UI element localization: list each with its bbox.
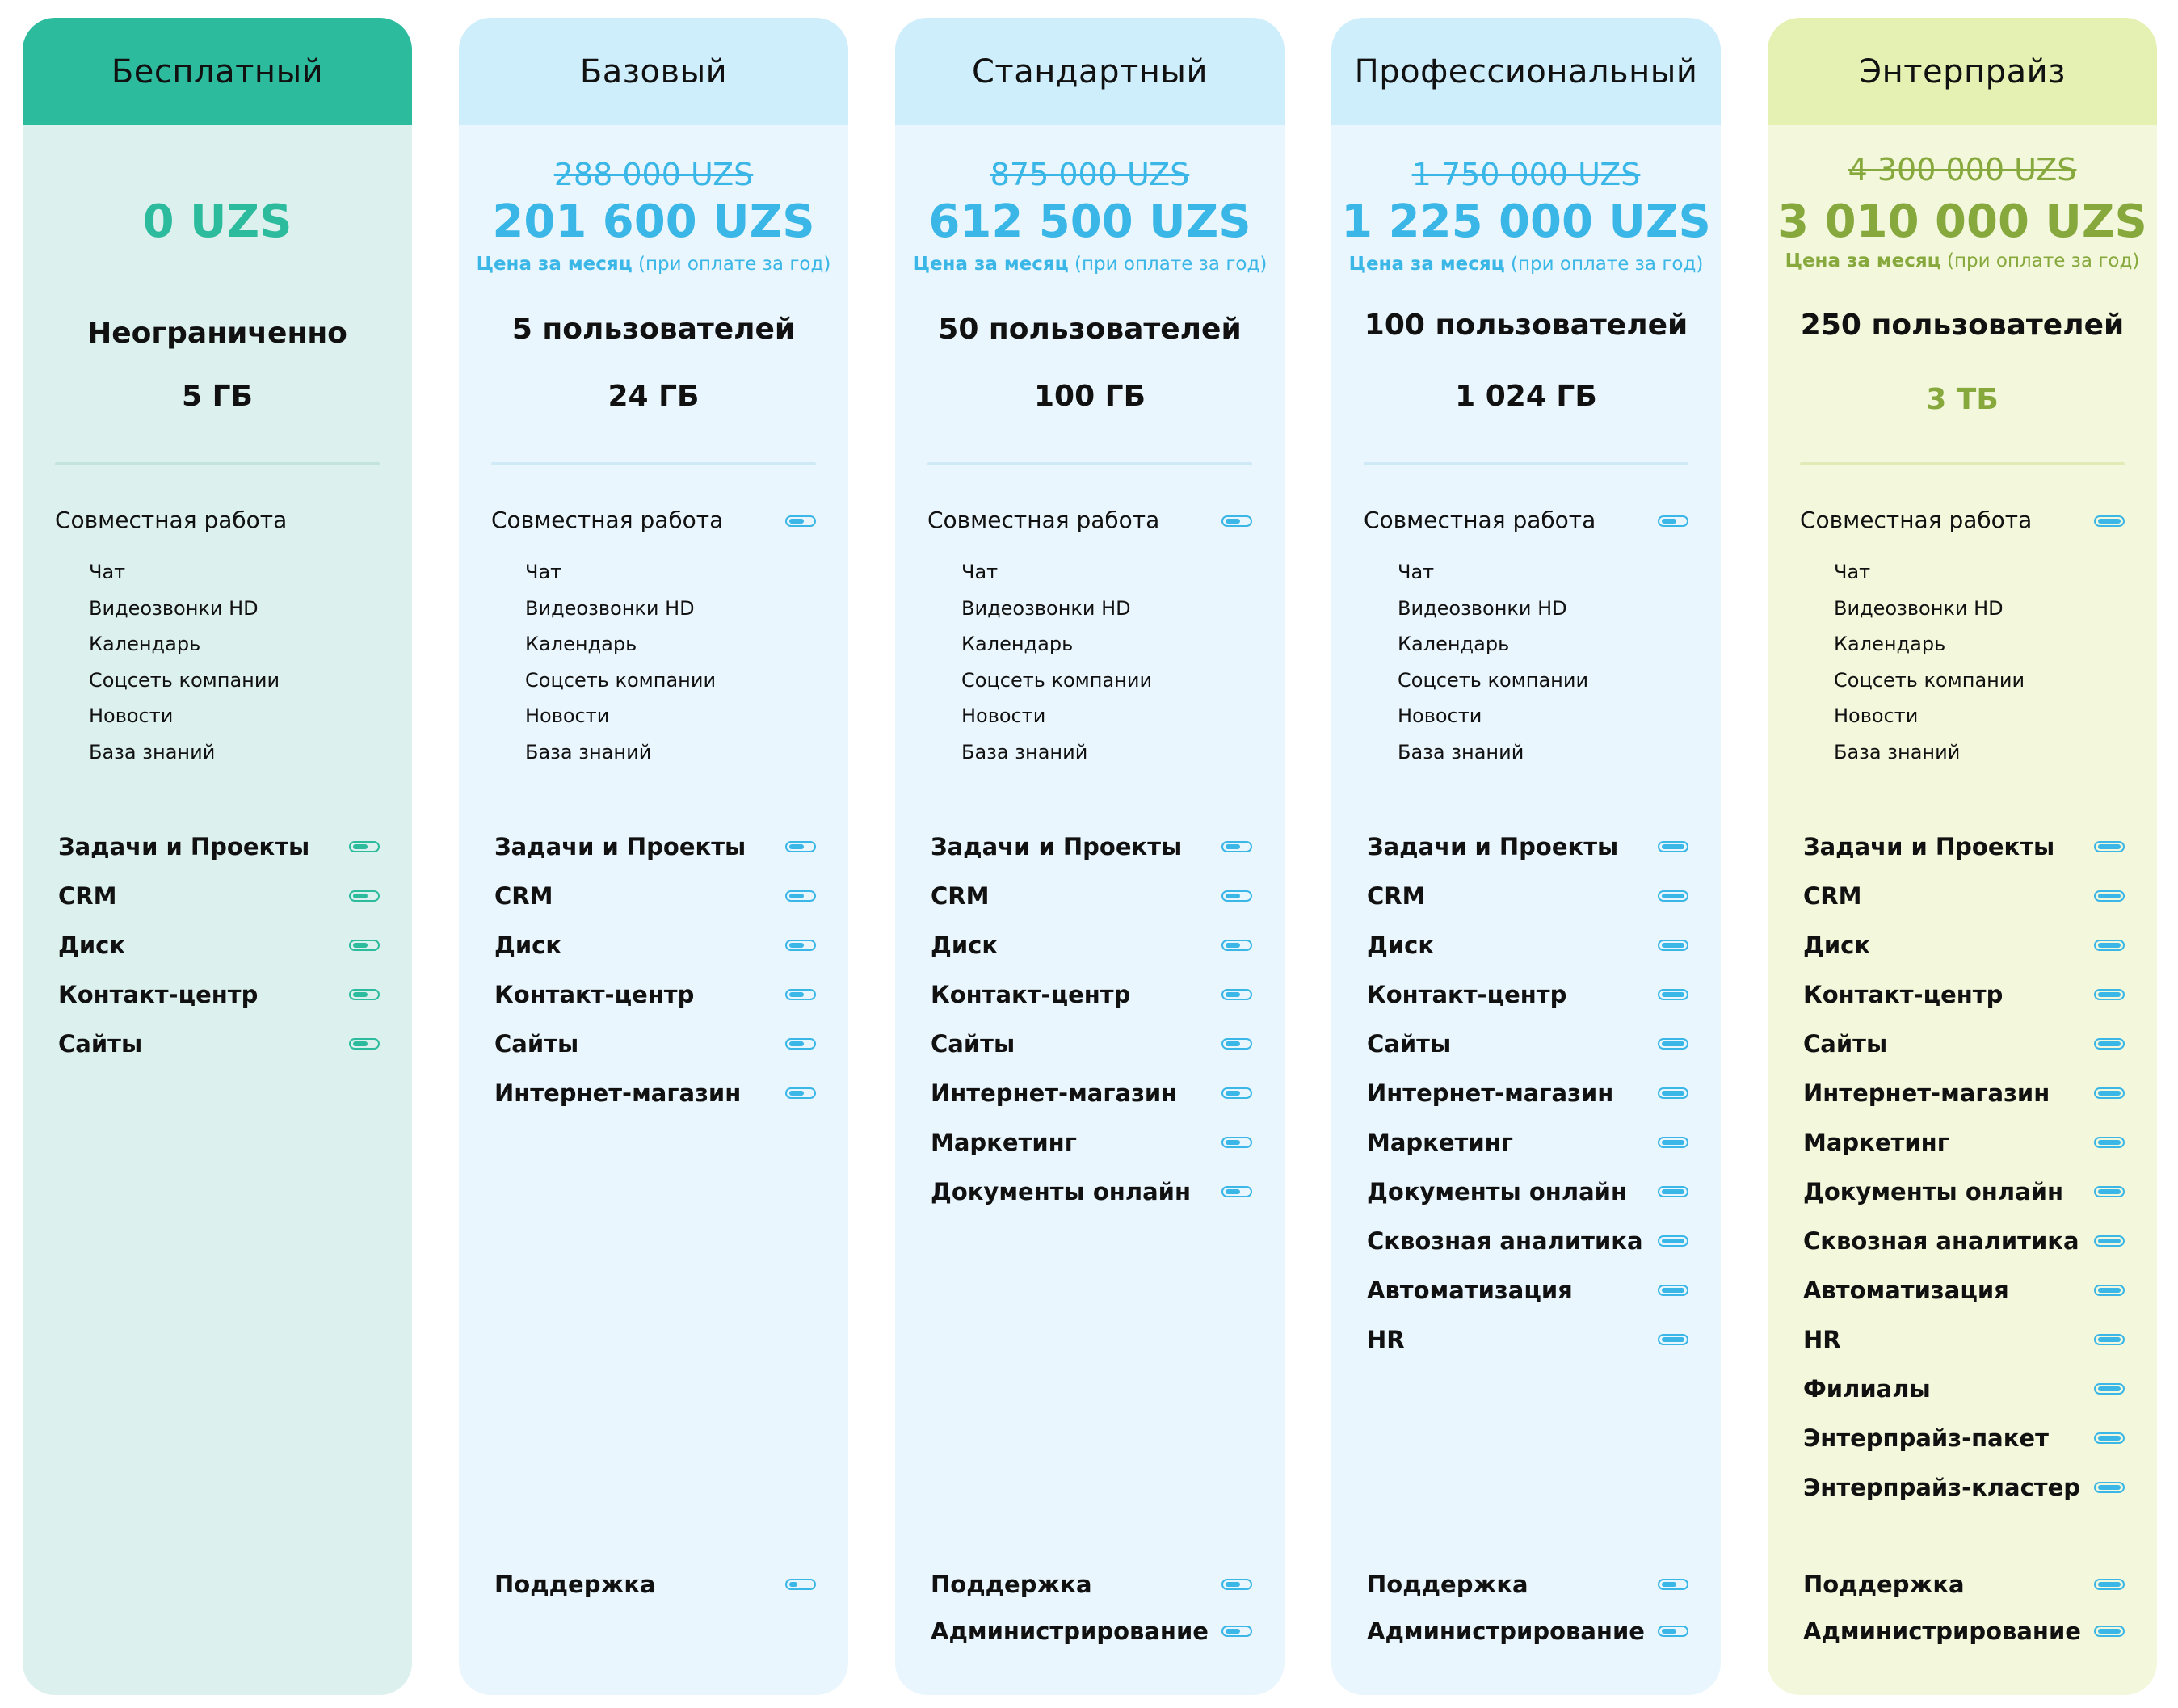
- feature-row: [58, 822, 380, 871]
- feature-level-toggle-icon: [1658, 1334, 1688, 1345]
- feature-row: [1367, 1068, 1688, 1117]
- feature-label: Интернет-магазин: [931, 1079, 1178, 1107]
- feature-label: Задачи и Проекты: [494, 832, 746, 860]
- feature-label: Контакт-центр: [494, 980, 695, 1008]
- collaboration-sub-item: Календарь: [961, 633, 1074, 655]
- feature-label: Сайты: [1367, 1029, 1452, 1058]
- feature-level-toggle-icon: [2094, 1432, 2125, 1444]
- feature-level-toggle-icon: [1221, 515, 1252, 527]
- collaboration-sub-item: База знаний: [1398, 740, 1524, 764]
- collaboration-sub-item: Новости: [1398, 705, 1482, 727]
- feature-row: [1367, 1265, 1688, 1315]
- price-note-bold: Цена за месяц: [1348, 254, 1505, 275]
- feature-label: Сайты: [58, 1029, 143, 1058]
- feature-label: Контакт-центр: [931, 980, 1131, 1008]
- collaboration-sub-list: [1398, 554, 1588, 770]
- feature-row: [1367, 1315, 1688, 1364]
- feature-label: Поддержка: [1803, 1571, 1965, 1598]
- feature-label: Поддержка: [931, 1571, 1092, 1598]
- feature-level-toggle-icon: [785, 1579, 816, 1590]
- feature-level-toggle-icon: [1221, 841, 1252, 852]
- feature-row: [1367, 1608, 1688, 1655]
- feature-row: [931, 871, 1252, 920]
- feature-level-toggle-icon: [785, 989, 816, 1000]
- feature-level-toggle-icon: [2094, 1038, 2125, 1050]
- divider: [927, 462, 1252, 465]
- plan-name: Профессиональный: [1331, 18, 1721, 125]
- feature-row: [1803, 1265, 2125, 1315]
- feature-row: [931, 1608, 1252, 1655]
- feature-level-toggle-icon: [1221, 890, 1252, 902]
- feature-label: Энтерпрайз-кластер: [1803, 1473, 2081, 1501]
- feature-level-toggle-icon: [2094, 1285, 2125, 1296]
- plan-card-free: [23, 18, 412, 1695]
- feature-level-toggle-icon: [1658, 940, 1688, 951]
- feature-level-toggle-icon: [1658, 1579, 1688, 1590]
- feature-label: Сайты: [494, 1029, 579, 1058]
- plan-price: 612 500 UZS: [928, 196, 1251, 248]
- group-title-collaboration: Совместная работа: [491, 507, 724, 533]
- feature-row: [494, 970, 816, 1019]
- divider: [55, 462, 380, 465]
- plan-users: 100 пользователей: [1364, 309, 1688, 342]
- collaboration-sub-item: Новости: [961, 705, 1046, 727]
- collaboration-sub-item: Чат: [525, 561, 562, 583]
- price-note: [1331, 254, 1721, 275]
- plan-storage: 5 ГБ: [182, 380, 253, 413]
- feature-level-toggle-icon: [2094, 1626, 2125, 1637]
- price-note-rest: (при оплате за год): [1068, 254, 1268, 275]
- plan-users: 5 пользователей: [511, 313, 796, 346]
- feature-row: [1803, 1315, 2125, 1364]
- feature-row: [1803, 1364, 2125, 1413]
- price-note-rest: (при оплате за год): [1940, 250, 2140, 271]
- collaboration-sub-item: Видеозвонки HD: [1398, 596, 1567, 620]
- feature-level-toggle-icon: [1221, 1137, 1252, 1148]
- feature-level-toggle-icon: [2094, 1579, 2125, 1590]
- feature-row: [494, 871, 816, 920]
- plan-price: 0 UZS: [142, 196, 292, 248]
- feature-label: CRM: [1803, 881, 1862, 910]
- feature-label: Диск: [58, 931, 126, 959]
- feature-level-toggle-icon: [2094, 1087, 2125, 1099]
- feature-row: [1367, 920, 1688, 970]
- feature-row: [1803, 1561, 2125, 1608]
- support-feature-list: [494, 1561, 816, 1608]
- feature-row: [1803, 1216, 2125, 1265]
- feature-label: Задачи и Проекты: [58, 832, 310, 860]
- feature-label: Администрирование: [1367, 1618, 1645, 1645]
- plan-card-basic: [459, 18, 848, 1695]
- feature-label: Задачи и Проекты: [931, 832, 1183, 860]
- feature-row: [1367, 1216, 1688, 1265]
- price-note-rest: (при оплате за год): [632, 254, 831, 275]
- plan-users: Неограниченно: [87, 317, 347, 350]
- feature-label: Документы онлайн: [1367, 1177, 1628, 1205]
- feature-level-toggle-icon: [1658, 890, 1688, 902]
- feature-row: [494, 920, 816, 970]
- feature-level-toggle-icon: [349, 940, 380, 951]
- feature-level-toggle-icon: [2094, 1186, 2125, 1197]
- feature-list: [1367, 822, 1688, 1364]
- feature-level-toggle-icon: [1658, 1087, 1688, 1099]
- collaboration-sub-list: [89, 554, 280, 770]
- collaboration-sub-item: База знаний: [961, 740, 1088, 764]
- feature-level-toggle-icon: [1658, 1285, 1688, 1296]
- feature-label: HR: [1803, 1325, 1841, 1353]
- feature-level-toggle-icon: [785, 1038, 816, 1050]
- feature-label: Маркетинг: [1803, 1128, 1949, 1156]
- feature-row: [931, 970, 1252, 1019]
- feature-label: Энтерпрайз-пакет: [1803, 1424, 2049, 1452]
- collaboration-sub-item: Чат: [1834, 561, 1871, 583]
- feature-row: [931, 1068, 1252, 1117]
- collaboration-sub-item: Соцсеть компании: [89, 668, 280, 692]
- feature-level-toggle-icon: [2094, 890, 2125, 902]
- feature-label: Контакт-центр: [1367, 980, 1567, 1008]
- feature-row: [1803, 970, 2125, 1019]
- support-feature-list: [1367, 1561, 1688, 1655]
- feature-level-toggle-icon: [1658, 1137, 1688, 1148]
- collaboration-sub-list: [1834, 554, 2025, 770]
- feature-label: CRM: [494, 881, 553, 910]
- divider: [1364, 462, 1688, 465]
- feature-row: [1367, 1561, 1688, 1608]
- feature-level-toggle-icon: [785, 515, 816, 527]
- feature-row: [58, 871, 380, 920]
- plan-old-price: 875 000 UZS: [990, 157, 1190, 192]
- price-note: [1768, 250, 2157, 271]
- feature-label: Маркетинг: [931, 1128, 1077, 1156]
- group-title-collaboration: Совместная работа: [1800, 507, 2033, 533]
- feature-label: CRM: [931, 881, 990, 910]
- collaboration-sub-item: Видеозвонки HD: [1834, 596, 2004, 620]
- collaboration-sub-item: База знаний: [525, 740, 652, 764]
- plan-old-price: 1 750 000 UZS: [1411, 157, 1641, 192]
- feature-row: [1803, 1068, 2125, 1117]
- feature-row: [931, 1167, 1252, 1216]
- collaboration-sub-item: Новости: [1834, 705, 1919, 727]
- plan-card-enterprise: [1768, 18, 2157, 1695]
- feature-label: Диск: [1803, 931, 1871, 959]
- feature-label: Администрирование: [931, 1618, 1209, 1645]
- feature-row: [1367, 871, 1688, 920]
- feature-level-toggle-icon: [1221, 1087, 1252, 1099]
- plan-storage: 24 ГБ: [608, 380, 700, 413]
- feature-label: Интернет-магазин: [1367, 1079, 1614, 1107]
- feature-level-toggle-icon: [2094, 1137, 2125, 1148]
- plan-name: Бесплатный: [23, 18, 412, 125]
- feature-row: [1803, 920, 2125, 970]
- feature-row: [1367, 1019, 1688, 1068]
- feature-label: Контакт-центр: [58, 980, 259, 1008]
- feature-row: [58, 970, 380, 1019]
- feature-level-toggle-icon: [785, 940, 816, 951]
- feature-row: [1367, 1167, 1688, 1216]
- feature-level-toggle-icon: [1221, 940, 1252, 951]
- feature-label: Сайты: [931, 1029, 1015, 1058]
- feature-label: Диск: [1367, 931, 1435, 959]
- feature-label: Автоматизация: [1803, 1276, 2009, 1304]
- feature-level-toggle-icon: [349, 1038, 380, 1050]
- feature-level-toggle-icon: [2094, 940, 2125, 951]
- collaboration-sub-item: Новости: [89, 705, 174, 727]
- plan-card-professional: [1331, 18, 1721, 1695]
- feature-level-toggle-icon: [1658, 515, 1688, 527]
- collaboration-sub-item: Чат: [961, 561, 999, 583]
- feature-label: Поддержка: [494, 1571, 656, 1598]
- collaboration-sub-item: Видеозвонки HD: [525, 596, 695, 620]
- collaboration-sub-item: Календарь: [1398, 633, 1510, 655]
- feature-level-toggle-icon: [1658, 1038, 1688, 1050]
- feature-label: CRM: [1367, 881, 1426, 910]
- feature-row: [494, 822, 816, 871]
- collaboration-sub-item: Чат: [89, 561, 126, 583]
- feature-row: [1803, 1019, 2125, 1068]
- plan-price: 1 225 000 UZS: [1341, 196, 1711, 248]
- feature-row: [1803, 822, 2125, 871]
- plan-storage: 100 ГБ: [1033, 380, 1146, 413]
- feature-level-toggle-icon: [1658, 1235, 1688, 1247]
- plan-old-price: 4 300 000 UZS: [1848, 152, 2077, 187]
- plan-name: Базовый: [459, 18, 848, 125]
- feature-level-toggle-icon: [1658, 1186, 1688, 1197]
- plan-card-standard: [895, 18, 1285, 1695]
- feature-level-toggle-icon: [349, 841, 380, 852]
- feature-row: [494, 1019, 816, 1068]
- divider: [491, 462, 816, 465]
- plan-old-price: 288 000 UZS: [553, 157, 754, 192]
- feature-row: [1803, 1462, 2125, 1512]
- feature-row: [931, 1117, 1252, 1167]
- feature-label: Интернет-магазин: [1803, 1079, 2050, 1107]
- feature-level-toggle-icon: [2094, 515, 2125, 527]
- feature-level-toggle-icon: [1221, 1038, 1252, 1050]
- collaboration-sub-item: Соцсеть компании: [1398, 668, 1589, 692]
- feature-level-toggle-icon: [349, 989, 380, 1000]
- collaboration-sub-list: [961, 554, 1152, 770]
- group-title-collaboration: Совместная работа: [55, 507, 288, 533]
- price-note-rest: (при оплате за год): [1504, 254, 1704, 275]
- feature-row: [494, 1068, 816, 1117]
- feature-label: Поддержка: [1367, 1571, 1528, 1598]
- feature-list: [58, 822, 380, 1068]
- feature-label: Диск: [931, 931, 999, 959]
- feature-level-toggle-icon: [1658, 1626, 1688, 1637]
- collaboration-sub-item: Видеозвонки HD: [89, 596, 259, 620]
- feature-level-toggle-icon: [1221, 989, 1252, 1000]
- feature-level-toggle-icon: [2094, 1482, 2125, 1493]
- feature-row: [931, 822, 1252, 871]
- feature-row: [1367, 970, 1688, 1019]
- collaboration-sub-list: [525, 554, 716, 770]
- feature-row: [1803, 1117, 2125, 1167]
- feature-level-toggle-icon: [1658, 989, 1688, 1000]
- collaboration-sub-item: Календарь: [525, 633, 637, 655]
- feature-level-toggle-icon: [785, 841, 816, 852]
- feature-level-toggle-icon: [2094, 1235, 2125, 1247]
- support-feature-list: [931, 1561, 1252, 1655]
- feature-level-toggle-icon: [2094, 841, 2125, 852]
- group-title-collaboration: Совместная работа: [927, 507, 1160, 533]
- feature-label: Интернет-магазин: [494, 1079, 742, 1107]
- feature-label: Сквозная аналитика: [1367, 1226, 1643, 1255]
- price-note: [895, 254, 1285, 275]
- feature-row: [931, 1561, 1252, 1608]
- plan-users: 250 пользователей: [1800, 309, 2125, 342]
- collaboration-sub-item: Соцсеть компании: [525, 668, 717, 692]
- feature-row: [58, 920, 380, 970]
- collaboration-sub-item: База знаний: [89, 740, 216, 764]
- price-note-bold: Цена за месяц: [1785, 250, 1941, 271]
- feature-level-toggle-icon: [785, 890, 816, 902]
- collaboration-sub-item: Соцсеть компании: [961, 668, 1153, 692]
- feature-level-toggle-icon: [1221, 1186, 1252, 1197]
- plan-price: 201 600 UZS: [492, 196, 815, 248]
- feature-label: Автоматизация: [1367, 1276, 1573, 1304]
- feature-label: Контакт-центр: [1803, 980, 2004, 1008]
- plan-storage: 3 ТБ: [1926, 383, 1999, 416]
- collaboration-sub-item: Чат: [1398, 561, 1435, 583]
- price-note-bold: Цена за месяц: [912, 254, 1069, 275]
- feature-label: Документы онлайн: [931, 1177, 1192, 1205]
- collaboration-sub-item: Видеозвонки HD: [961, 596, 1131, 620]
- plan-price: 3 010 000 UZS: [1777, 196, 2147, 248]
- collaboration-sub-item: Соцсеть компании: [1834, 668, 2025, 692]
- feature-row: [1367, 822, 1688, 871]
- feature-row: [931, 1019, 1252, 1068]
- plan-name: Энтерпрайз: [1768, 18, 2157, 125]
- feature-label: Документы онлайн: [1803, 1177, 2064, 1205]
- feature-row: [1803, 1167, 2125, 1216]
- divider: [1800, 462, 2125, 465]
- feature-level-toggle-icon: [2094, 989, 2125, 1000]
- feature-label: Администрирование: [1803, 1618, 2081, 1645]
- feature-label: Диск: [494, 931, 562, 959]
- feature-label: Филиалы: [1803, 1374, 1931, 1403]
- plan-name: Стандартный: [895, 18, 1285, 125]
- feature-level-toggle-icon: [1221, 1626, 1252, 1637]
- feature-list: [931, 822, 1252, 1216]
- plan-users: 50 пользователей: [938, 313, 1242, 346]
- feature-level-toggle-icon: [1221, 1579, 1252, 1590]
- feature-row: [931, 920, 1252, 970]
- feature-label: CRM: [58, 881, 117, 910]
- feature-row: [1803, 1608, 2125, 1655]
- feature-row: [1367, 1117, 1688, 1167]
- collaboration-sub-item: Новости: [525, 705, 610, 727]
- feature-label: Задачи и Проекты: [1803, 832, 2055, 860]
- collaboration-sub-item: Календарь: [1834, 633, 1946, 655]
- feature-level-toggle-icon: [2094, 1334, 2125, 1345]
- feature-label: HR: [1367, 1325, 1405, 1353]
- feature-label: Сайты: [1803, 1029, 1888, 1058]
- feature-level-toggle-icon: [2094, 1383, 2125, 1395]
- feature-label: Задачи и Проекты: [1367, 832, 1619, 860]
- collaboration-sub-item: Календарь: [89, 633, 201, 655]
- feature-level-toggle-icon: [1658, 841, 1688, 852]
- price-note: [459, 254, 848, 275]
- feature-row: [494, 1561, 816, 1608]
- plan-storage: 1 024 ГБ: [1455, 380, 1597, 413]
- feature-row: [58, 1019, 380, 1068]
- feature-list: [494, 822, 816, 1117]
- price-note-bold: Цена за месяц: [476, 254, 633, 275]
- support-feature-list: [1803, 1561, 2125, 1655]
- feature-row: [1803, 1413, 2125, 1462]
- feature-list: [1803, 822, 2125, 1512]
- feature-row: [1803, 871, 2125, 920]
- group-title-collaboration: Совместная работа: [1364, 507, 1596, 533]
- collaboration-sub-item: База знаний: [1834, 740, 1961, 764]
- feature-level-toggle-icon: [349, 890, 380, 902]
- feature-label: Сквозная аналитика: [1803, 1226, 2079, 1255]
- feature-level-toggle-icon: [785, 1087, 816, 1099]
- feature-label: Маркетинг: [1367, 1128, 1513, 1156]
